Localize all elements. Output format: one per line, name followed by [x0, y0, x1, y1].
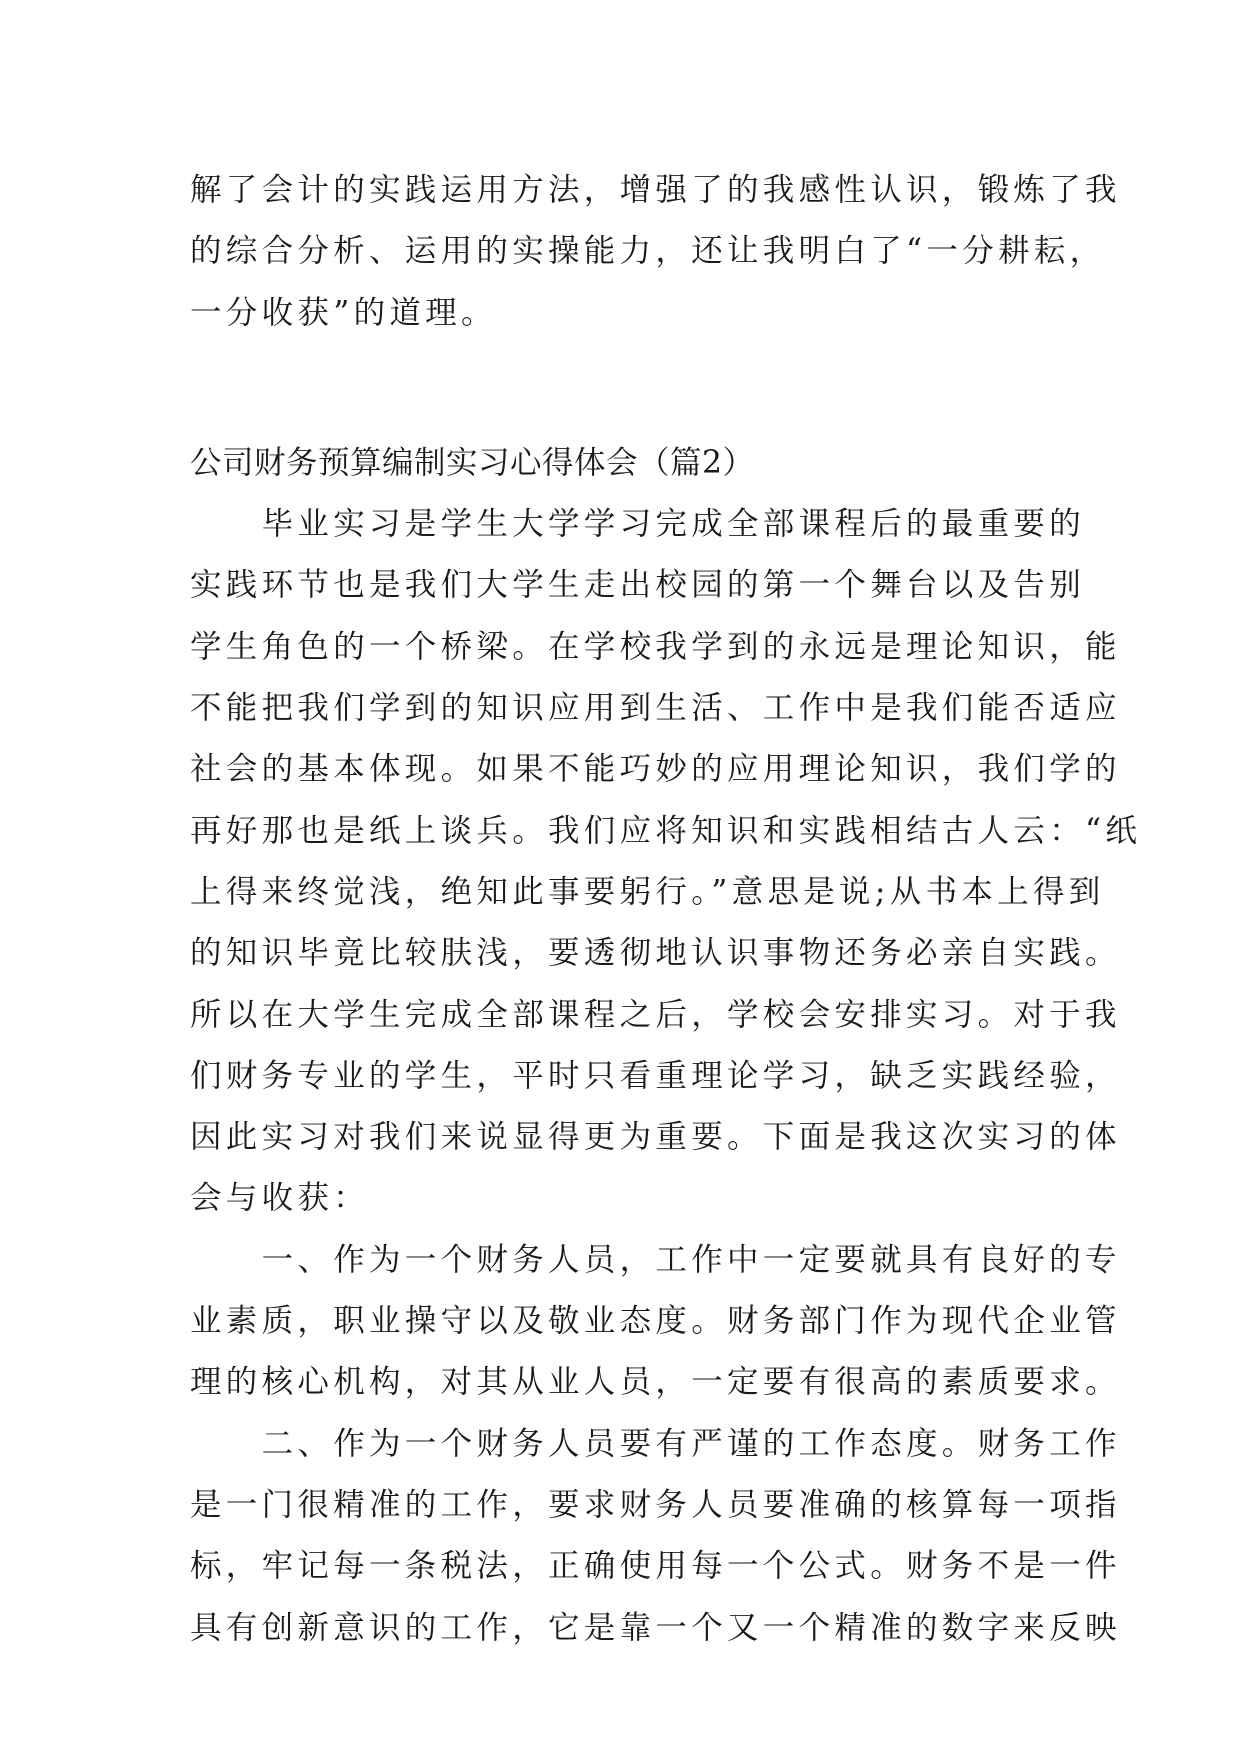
intro-line: 的综合分析、运用的实操能力，还让我明白了“一分耕耘， [190, 233, 1106, 270]
paragraph-line: 业素质，职业操守以及敬业态度。财务部门作为现代企业管 [190, 1303, 1121, 1340]
intro-line: 一分收获”的道理。 [190, 294, 497, 331]
section-spacer [190, 344, 1056, 433]
intro-line: 解了会计的实践运用方法，增强了的我感性认识，锻炼了我 [190, 172, 1121, 208]
paragraph-1 [190, 494, 1142, 1230]
paragraph-line: 具有创新意识的工作，它是靠一个又一个精准的数字来反映 [190, 1609, 1121, 1646]
paragraph-line: 理的核心机构，对其从业人员，一定要有很高的素质要求。 [190, 1364, 1121, 1401]
paragraph-line: 上得来终觉浅，绝知此事要躬行。”意思是说;从书本上得到 [190, 873, 1105, 910]
paragraph-line: 学生角色的一个桥梁。在学校我学到的永远是理论知识，能 [190, 628, 1121, 665]
paragraph-line: 会与收获： [190, 1180, 370, 1217]
document-body [190, 160, 1142, 1659]
paragraph-line: 所以在大学生完成全部课程之后，学校会安排实习。对于我 [190, 996, 1121, 1033]
paragraph-line: 因此实习对我们来说显得更为重要。下面是我这次实习的体 [190, 1119, 1121, 1156]
paragraph-line: 社会的基本体现。如果不能巧妙的应用理论知识，我们学的 [190, 751, 1121, 788]
paragraph-line: 再好那也是纸上谈兵。我们应将知识和实践相结古人云：“纸 [190, 812, 1142, 849]
paragraph-3 [190, 1414, 1121, 1659]
paragraph-line: 毕业实习是学生大学学习完成全部课程后的最重要的 [190, 506, 1086, 543]
paragraph-line: 标，牢记每一条税法，正确使用每一个公式。财务不是一件 [190, 1548, 1121, 1585]
paragraph-line: 不能把我们学到的知识应用到生活、工作中是我们能否适应 [190, 690, 1121, 727]
paragraph-line: 实践环节也是我们大学生走出校园的第一个舞台以及告别 [190, 567, 1086, 604]
paragraph-line: 一、作为一个财务人员，工作中一定要就具有良好的专 [190, 1241, 1121, 1278]
paragraph-line: 的知识毕竟比较肤浅，要透彻地认识事物还务必亲自实践。 [190, 935, 1121, 972]
paragraph-line: 们财务专业的学生，平时只看重理论学习，缺乏实践经验， [190, 1057, 1121, 1094]
paragraph-2 [190, 1230, 1121, 1414]
paragraph-line: 是一门很精准的工作，要求财务人员要准确的核算每一项指 [190, 1486, 1121, 1523]
paragraph-line: 二、作为一个财务人员要有严谨的工作态度。财务工作 [190, 1425, 1121, 1462]
section-title: 公司财务预算编制实习心得体会（篇2） [190, 444, 755, 481]
